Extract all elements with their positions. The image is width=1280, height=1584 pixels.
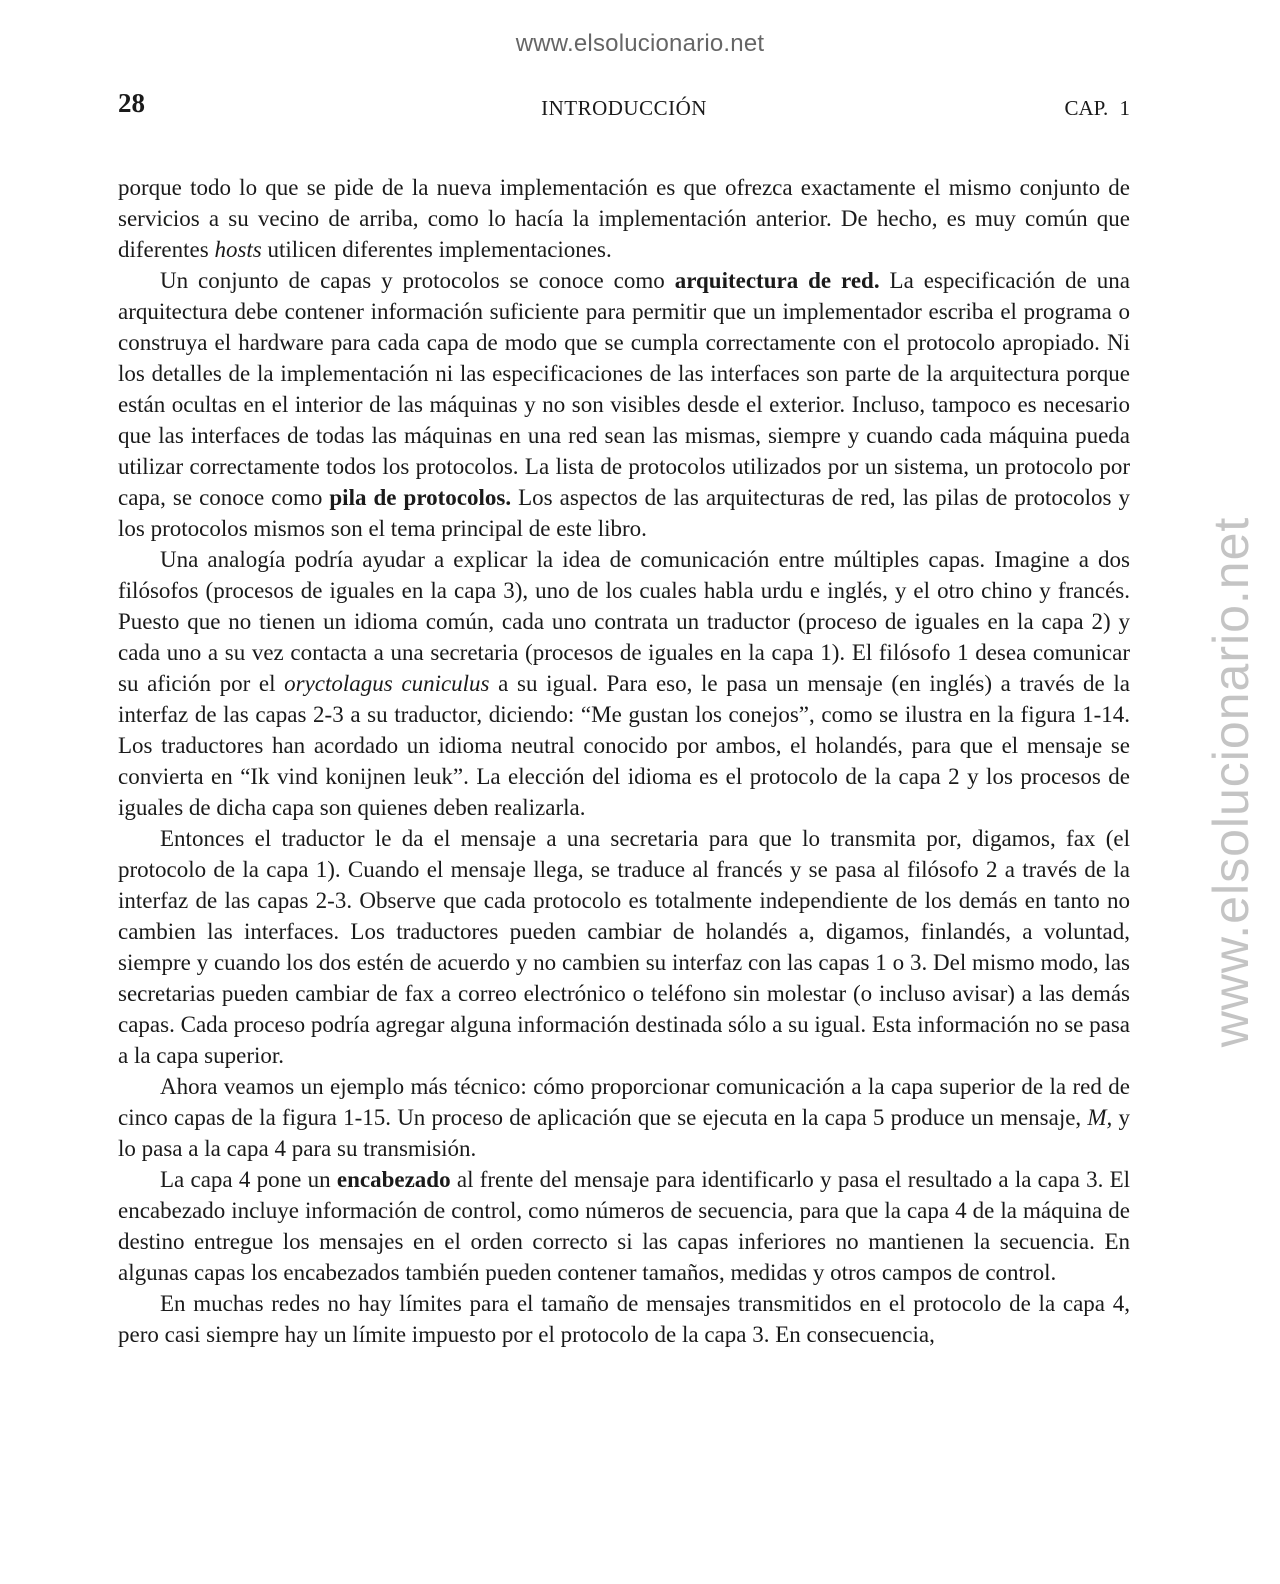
paragraph-1 [118,172,1130,265]
text-run: Una analogía podría ayudar a explicar la idea de comunicación entre múltiples capas. Imagine a dos filósofos (procesos de iguales en la capa 3), uno de los cuales habla urdu e inglés, y el otro chino y francés. Puesto que no tienen un idioma común, cada uno contrata un traductor (proceso de iguales en la capa 2) y cada uno a su vez contacta a una secretaria (procesos de iguales en la capa 1). El filósofo 1 desea comunicar su afición por el [118,547,1130,696]
bold-term: encabezado [336,1167,451,1192]
chapter-title: INTRODUCCIÓN [541,96,707,120]
text-run: Un conjunto de capas y protocolos se conoce como [160,268,675,293]
paragraph-7 [118,1288,1130,1350]
paragraph-2 [118,265,1130,544]
watermark-top: www.elsolucionario.net [515,30,765,57]
text-run: Los aspectos de las arquitecturas de red, las pilas de protocolos y los protocolos mismos son el tema principal de este libro. [118,485,1131,541]
paragraph-5 [118,1071,1130,1164]
text-run: utilicen diferentes implementaciones. [261,237,612,262]
bold-term: pila de protocolos. [329,485,512,510]
italic-term: M, [1087,1105,1113,1130]
text-run: Ahora veamos un ejemplo más técnico: cómo proporcionar comunicación a la capa superior de la red de cinco capas de la figura 1-15. Un proceso de aplicación que se ejecuta en la capa 5 produce un mensaje, [118,1074,1130,1130]
body-text [118,172,1130,1350]
text-run: y lo pasa a la capa 4 para su transmisión. [118,1105,1131,1161]
bold-term: arquitectura de red. [674,268,880,293]
text-run: porque todo lo que se pide de la nueva implementación es que ofrezca exactamente el mismo conjunto de servicios a su vecino de arriba, como lo hacía la implementación anterior. De hecho, es muy común que diferentes [118,175,1130,262]
text-run: a su igual. Para eso, le pasa un mensaje (en inglés) a través de la interfaz de las capas 2-3 a su traductor, diciendo: “Me gustan los conejos”, como se ilustra en la figura 1-14. Los traductores han acordado un idioma neutral conocido por ambos, el holandés, para que el mensaje se convierta en “Ik vind konijnen leuk”. La elección del idioma es el protocolo de la capa 2 y los procesos de iguales de dicha capa son quienes deben realizarla. [118,671,1130,820]
italic-term: oryctolagus cuniculus [284,671,490,696]
text-run: Entonces el traductor le da el mensaje a una secretaria para que lo transmita por, digamos, fax (el protocolo de la capa 1). Cuando el mensaje llega, se traduce al francés y se pasa al filósofo 2 a través de la interfaz de las capas 2-3. Observe que cada protocolo es totalmente independiente de los demás en tanto no cambien las interfaces. Los traductores pueden cambiar de holandés a, digamos, finlandés, a voluntad, siempre y cuando los dos estén de acuerdo y no cambien su interfaz con las capas 1 o 3. Del mismo modo, las secretarias pueden cambiar de fax a correo electrónico o teléfono sin molestar (o incluso avisar) a las demás capas. Cada proceso podría agregar alguna información destinada sólo a su igual. Esta información no se pasa a la capa superior. [118,826,1130,1068]
chapter-label: CAP. 1 [1064,96,1130,120]
text-run: La capa 4 pone un [160,1167,337,1192]
running-head [118,88,1130,124]
paragraph-4 [118,823,1130,1071]
text-run: La especificación de una arquitectura debe contener información suficiente para permitir que un implementador escriba el programa o construya el hardware para cada capa de modo que se cumpla correctamente con el protocolo apropiado. Ni los detalles de la implementación ni las especificaciones de las interfaces son parte de la arquitectura porque están ocultas en el interior de las máquinas y no son visibles desde el exterior. Incluso, tampoco es necesario que las interfaces de todas las máquinas en una red sean las mismas, siempre y cuando cada máquina pueda utilizar correctamente todos los protocolos. La lista de protocolos utilizados por un sistema, un protocolo por capa, se conoce como [118,268,1130,510]
paragraph-6 [118,1164,1130,1288]
text-run: al frente del mensaje para identificarlo y pasa el resultado a la capa 3. El encabezado incluye información de control, como números de secuencia, para que la capa 4 de la máquina de destino entregue los mensajes en el orden correcto si las capas inferiores no mantienen la secuencia. En algunas capas los encabezados también pueden contener tamaños, medidas y otros campos de control. [118,1167,1131,1285]
italic-term: hosts [214,237,262,262]
page-number: 28 [118,88,145,118]
watermark-side: www.elsolucionario.net [1203,516,1259,1048]
paragraph-3 [118,544,1130,823]
text-run: En muchas redes no hay límites para el tamaño de mensajes transmitidos en el protocolo de la capa 4, pero casi siempre hay un límite impuesto por el protocolo de la capa 3. En consecuencia, [118,1291,1130,1347]
